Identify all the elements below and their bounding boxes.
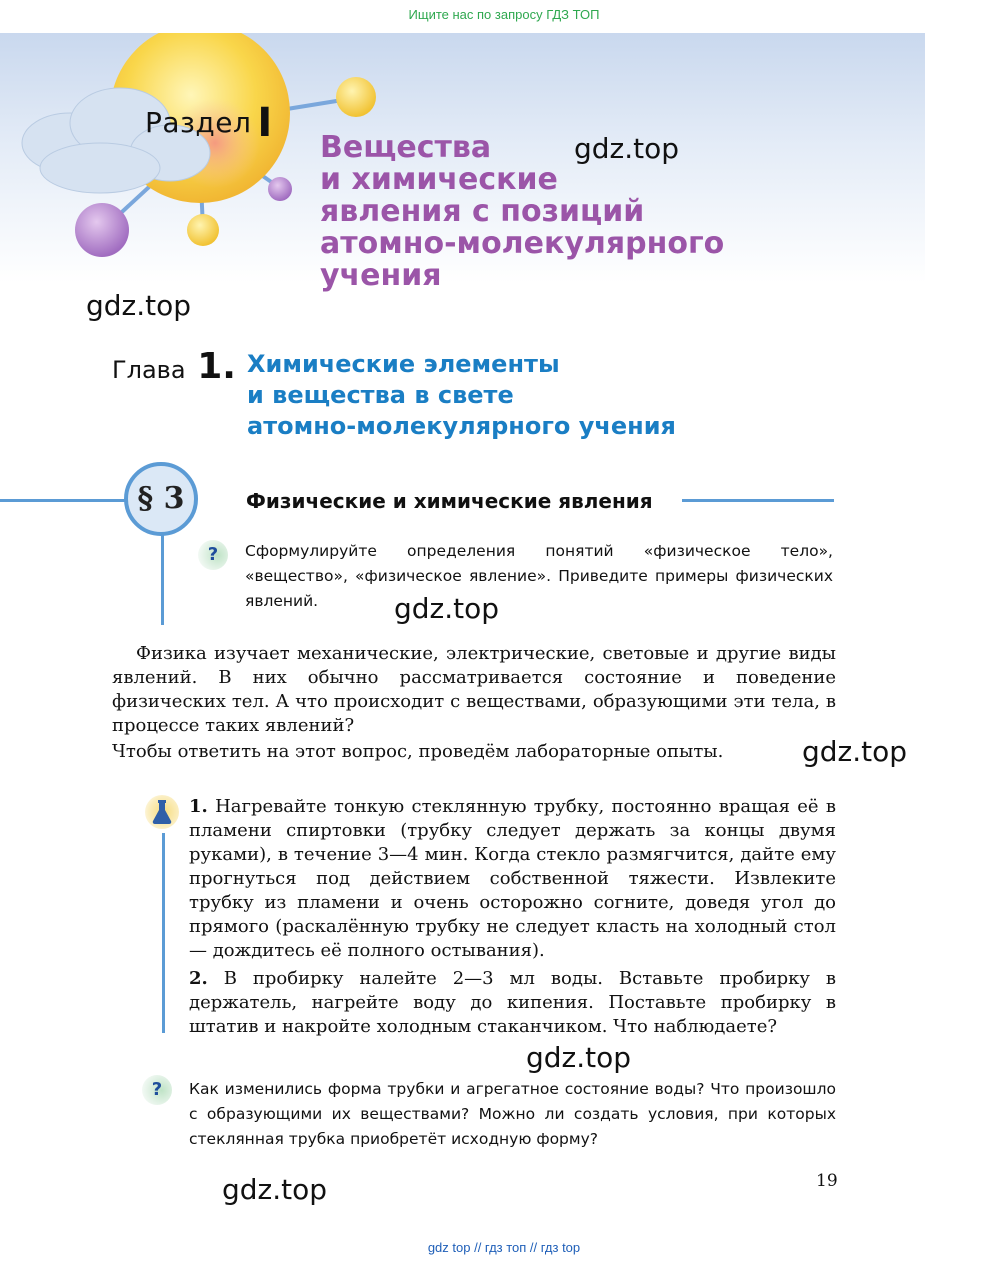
watermark-text: gdz.top <box>86 289 192 322</box>
section-label-text: Раздел <box>145 106 252 139</box>
top-watermark-link[interactable]: Ищите нас по запросу ГДЗ ТОП <box>408 7 600 22</box>
paragraph-rule-vertical <box>161 535 164 625</box>
question-icon: ? <box>198 540 228 570</box>
paragraph-title: Физические и химические явления <box>246 489 653 513</box>
chapter-label <box>112 346 236 387</box>
lab-item <box>189 795 836 963</box>
chapter-label-text: Глава <box>112 356 186 384</box>
chapter-title-line: Химические элементы <box>247 350 560 378</box>
section-title-line: явления с позиций <box>320 194 645 229</box>
lab-item-number: 2. <box>189 968 208 989</box>
section-title-line: атомно-молекулярного <box>320 226 725 261</box>
paragraph-rule-left <box>0 499 128 502</box>
lab-item <box>189 967 836 1039</box>
page-number: 19 <box>816 1171 838 1191</box>
watermark-text: gdz.top <box>802 735 908 768</box>
paragraph-rule-right <box>682 499 834 502</box>
lab-item-number: 1. <box>189 796 208 817</box>
section-title <box>320 132 820 292</box>
watermark-text: gdz.top <box>526 1041 632 1074</box>
flask-icon <box>145 795 179 829</box>
section-title-line: Вещества <box>320 130 492 165</box>
question-icon: ? <box>142 1075 172 1105</box>
lab-item-text: Нагревайте тонкую стеклянную трубку, постоянно вращая её в пламени спиртовки (трубку следует держать за концы двумя руками), в течение 3—4 мин. Когда стекло размягчится, дайте ему прогнуться под действием собственной тяжести. Извлеките трубку из пламени и очень осторожно согните, доведя угол до прямого (раскалённую трубку не следует класть на холодный стол — дождитесь её полного остывания). <box>189 796 836 961</box>
question-text: Как изменились форма трубки и агрегатное состояние воды? Что произошло с образующими их веществами? Можно ли создать условия, при которых стеклянная трубка приобретёт исходную форму? <box>189 1080 836 1148</box>
question-text: Сформулируйте определения понятий «физическое тело», «вещество», «физическое явление». Приведите примеры физических явлений. <box>245 542 833 610</box>
paragraph-badge: § 3 <box>124 462 198 536</box>
section-number: I <box>257 100 273 146</box>
lab-item-text: В пробирку налейте 2—3 мл воды. Вставьте пробирку в держатель, нагрейте воду до кипения. Поставьте пробирку в штатив и накройте холодным стаканчиком. Что наблюдаете? <box>189 968 836 1037</box>
section-title-line: и химические <box>320 162 558 197</box>
chapter-title-line: атомно-молекулярного учения <box>247 412 676 440</box>
watermark-text: gdz.top <box>222 1173 328 1206</box>
chapter-number: 1. <box>197 346 236 387</box>
chapter-title <box>247 349 807 442</box>
lab-rule-vertical <box>162 833 165 1033</box>
section-label <box>145 96 273 146</box>
body-paragraph: Физика изучает механические, электрические, световые и другие виды явлений. В них обычно рассматривается состояние и поведение физических тел. А что происходит с веществами, образующими эти тела, в процессе таких явлений? <box>112 643 836 736</box>
watermark-text: gdz.top <box>574 132 680 165</box>
section-title-line: учения <box>320 258 442 293</box>
footer-links[interactable]: gdz top // гдз топ // гдз top <box>427 1240 581 1255</box>
chapter-title-line: и вещества в свете <box>247 381 514 409</box>
body-paragraph: Чтобы ответить на этот вопрос, проведём лабораторные опыты. <box>112 741 724 762</box>
watermark-text: gdz.top <box>394 592 500 625</box>
